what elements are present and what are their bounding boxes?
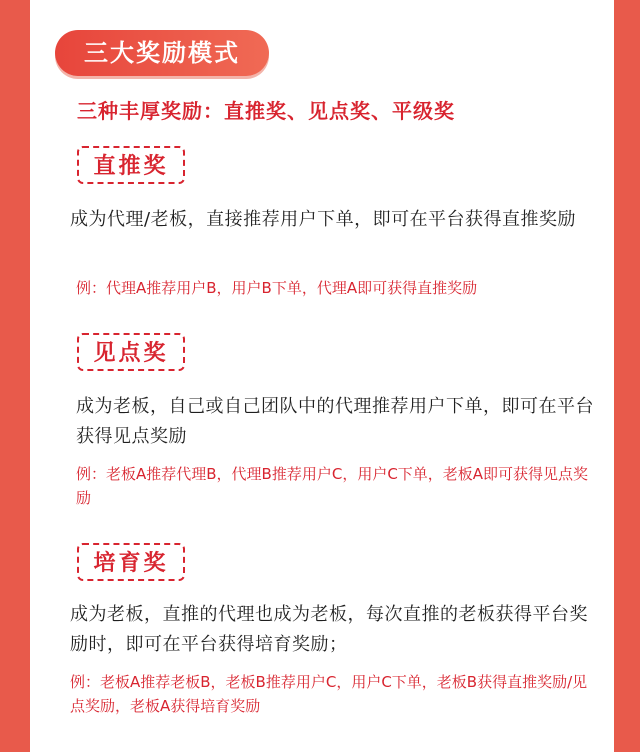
section-title-direct: 直推奖 bbox=[77, 146, 185, 184]
section-desc-see-point: 成为老板，自己或自己团队中的代理推荐用户下单，即可在平台获得见点奖励 bbox=[76, 396, 594, 447]
subtitle: 三种丰厚奖励：直推奖、见点奖、平级奖 bbox=[77, 99, 455, 123]
section-example-see-point: 例：老板A推荐代理B，代理B推荐用户C，用户C下单，老板A即可获得见点奖励 bbox=[76, 465, 589, 507]
section-desc-direct: 成为代理/老板，直接推荐用户下单，即可在平台获得直推奖励 bbox=[70, 209, 577, 230]
section-example-direct: 例：代理A推荐用户B，用户B下单，代理A即可获得直推奖励 bbox=[76, 279, 478, 297]
section-desc-nurture: 成为老板，直推的代理也成为老板，每次直推的老板获得平台奖励时，即可在平台获得培育奖励； bbox=[70, 604, 588, 655]
header-pill: 三大奖励模式 bbox=[55, 30, 269, 76]
section-title-nurture: 培育奖 bbox=[77, 543, 185, 581]
section-example-nurture: 例：老板A推荐老板B，老板B推荐用户C，用户C下单，老板B获得直推奖励/见点奖励，老板A获得培育奖励 bbox=[70, 673, 588, 715]
section-title-see-point: 见点奖 bbox=[77, 333, 185, 371]
